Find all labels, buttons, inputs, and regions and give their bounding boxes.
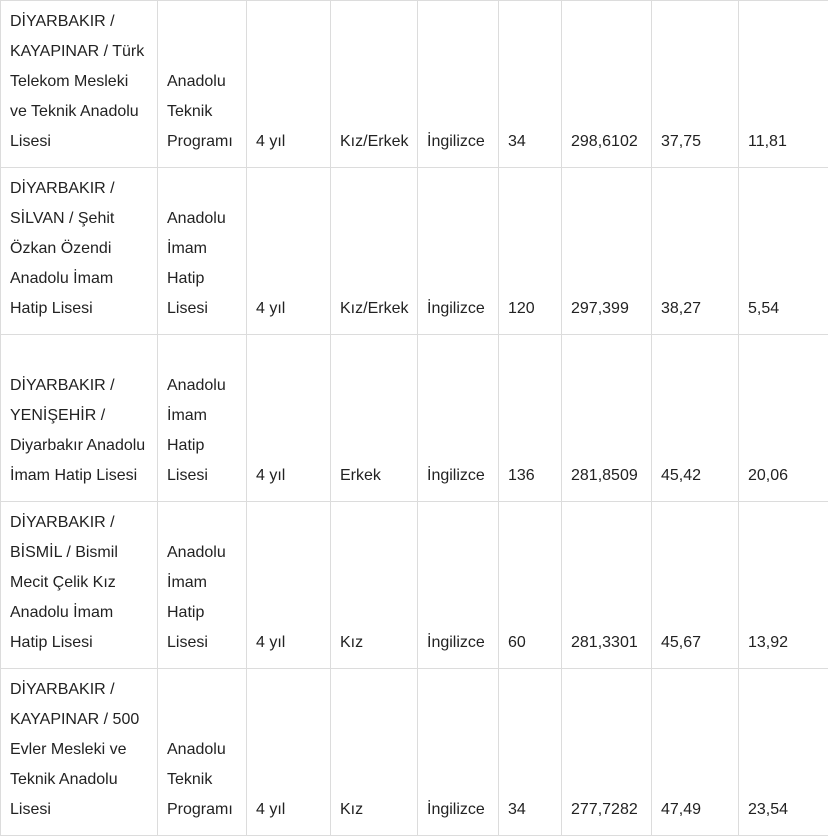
duration-cell: 4 yıl	[247, 1, 331, 168]
school-name-cell: DİYARBAKIR / KAYAPINAR / Türk Telekom Mesleki ve Teknik Anadolu Lisesi	[1, 1, 158, 168]
percentile-tr-cell: 38,27	[652, 168, 739, 335]
percentile-city-cell: 5,54	[739, 168, 828, 335]
gender-cell: Erkek	[331, 335, 418, 502]
gender-cell: Kız	[331, 502, 418, 669]
duration-cell: 4 yıl	[247, 335, 331, 502]
percentile-tr-cell: 47,49	[652, 669, 739, 836]
table-row	[1, 335, 828, 502]
gender-cell: Kız/Erkek	[331, 168, 418, 335]
language-cell: İngilizce	[418, 669, 499, 836]
score-cell: 298,6102	[562, 1, 652, 168]
language-cell: İngilizce	[418, 1, 499, 168]
duration-cell: 4 yıl	[247, 168, 331, 335]
score-cell: 277,7282	[562, 669, 652, 836]
quota-cell: 34	[499, 669, 562, 836]
program-type-cell: Anadolu Teknik Programı	[158, 669, 247, 836]
score-cell: 281,8509	[562, 335, 652, 502]
quota-cell: 60	[499, 502, 562, 669]
language-cell: İngilizce	[418, 168, 499, 335]
percentile-tr-cell: 45,42	[652, 335, 739, 502]
program-type-cell: Anadolu İmam Hatip Lisesi	[158, 168, 247, 335]
school-name-cell: DİYARBAKIR / BİSMİL / Bismil Mecit Çelik Kız Anadolu İmam Hatip Lisesi	[1, 502, 158, 669]
program-type-cell: Anadolu İmam Hatip Lisesi	[158, 502, 247, 669]
percentile-city-cell: 20,06	[739, 335, 828, 502]
percentile-city-cell: 11,81	[739, 1, 828, 168]
duration-cell: 4 yıl	[247, 669, 331, 836]
percentile-city-cell: 23,54	[739, 669, 828, 836]
percentile-city-cell: 13,92	[739, 502, 828, 669]
score-cell: 297,399	[562, 168, 652, 335]
school-name-cell: DİYARBAKIR / YENİŞEHİR / Diyarbakır Anadolu İmam Hatip Lisesi	[1, 335, 158, 502]
gender-cell: Kız	[331, 669, 418, 836]
quota-cell: 34	[499, 1, 562, 168]
table-row	[1, 502, 828, 669]
school-name-cell: DİYARBAKIR / KAYAPINAR / 500 Evler Mesleki ve Teknik Anadolu Lisesi	[1, 669, 158, 836]
score-cell: 281,3301	[562, 502, 652, 669]
program-type-cell: Anadolu İmam Hatip Lisesi	[158, 335, 247, 502]
gender-cell: Kız/Erkek	[331, 1, 418, 168]
table-row	[1, 1, 828, 168]
quota-cell: 120	[499, 168, 562, 335]
table-row	[1, 168, 828, 335]
school-name-cell: DİYARBAKIR / SİLVAN / Şehit Özkan Özendi Anadolu İmam Hatip Lisesi	[1, 168, 158, 335]
percentile-tr-cell: 45,67	[652, 502, 739, 669]
language-cell: İngilizce	[418, 502, 499, 669]
quota-cell: 136	[499, 335, 562, 502]
language-cell: İngilizce	[418, 335, 499, 502]
table-row	[1, 669, 828, 836]
program-type-cell: Anadolu Teknik Programı	[158, 1, 247, 168]
duration-cell: 4 yıl	[247, 502, 331, 669]
percentile-tr-cell: 37,75	[652, 1, 739, 168]
